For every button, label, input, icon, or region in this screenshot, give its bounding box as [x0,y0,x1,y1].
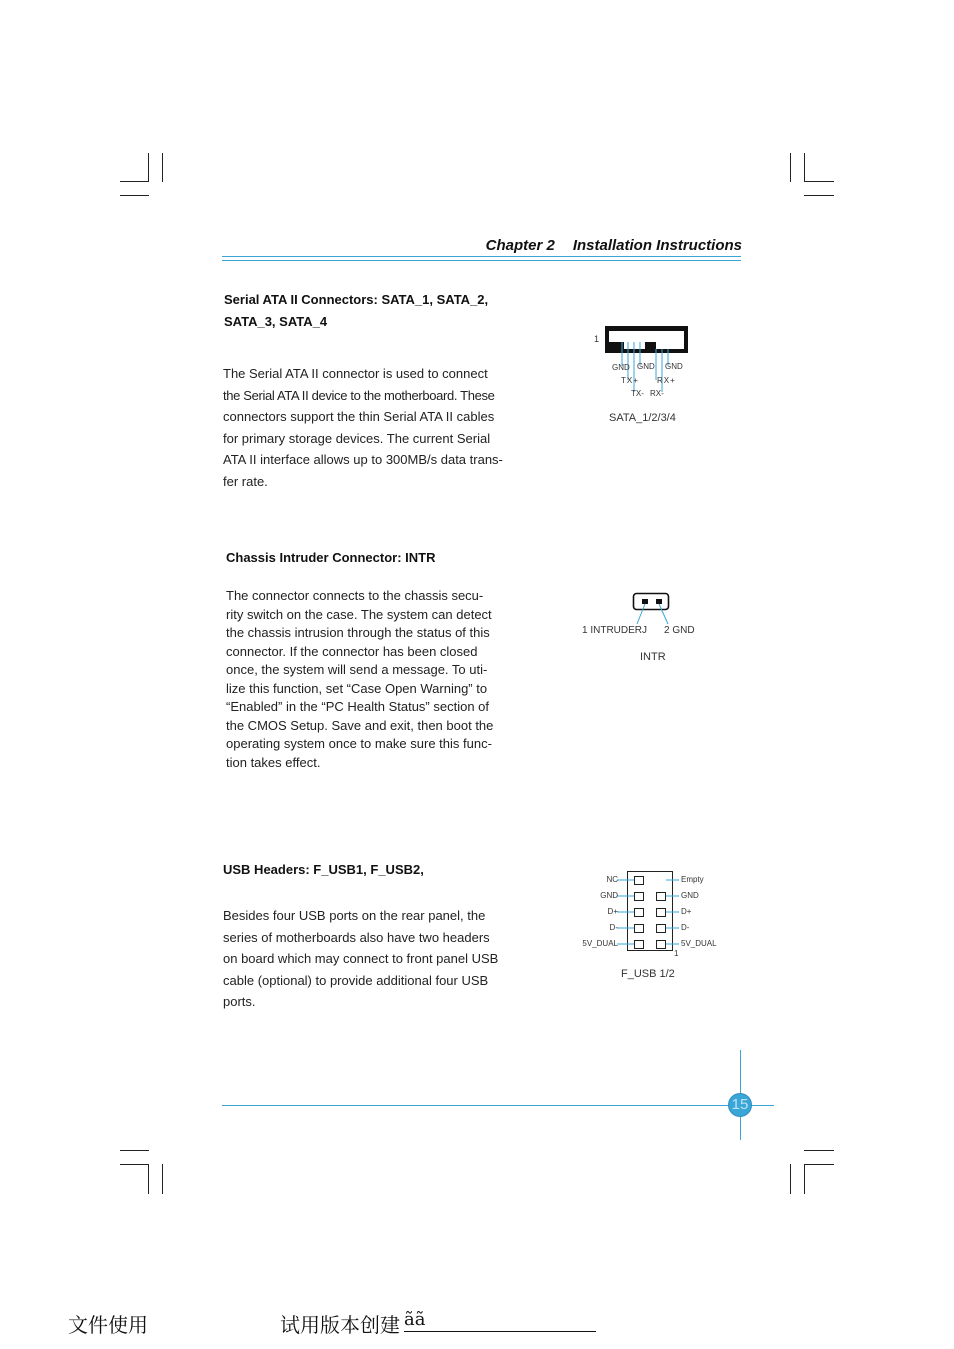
sata-line-2: the Serial ATA II device to the motherboard. These [223,387,495,403]
intr-pin2-label: 2 GND [664,625,695,636]
sata-pin1-marker: 1 [594,334,600,344]
footer-right-text: 试用版本创建 [280,1313,400,1337]
usb-right-label-4: D- [681,923,690,932]
chapter-title: Installation Instructions [572,237,742,254]
sata-line-6: fer rate. [223,473,268,489]
sata-caption: SATA_1/2/3/4 [609,412,676,424]
sata-description [223,363,530,493]
intr-heading: Chassis Intruder Connector: INTR [226,550,436,565]
sata-line-5: ATA II interface allows up to 300MB/s data trans- [223,452,503,468]
intr-line-6: lize this function, set “Case Open Warning” to [226,680,488,696]
usb-line-3: on board which may connect to front panel USB [223,951,499,967]
intr-line-8: the CMOS Setup. Save and exit, then boot the [226,717,494,733]
sata-heading [224,289,544,333]
usb-caption: F_USB 1/2 [621,968,675,980]
intr-line-10: tion takes effect. [226,754,321,770]
sata-tx-minus-label: TX- [631,389,644,398]
usb-right-label-1: Empty [681,875,704,884]
sata-heading-line1: Serial ATA II Connectors: SATA_1, SATA_2, [224,292,489,307]
sata-line-3: connectors support the thin Serial ATA II cables [223,409,495,425]
sata-gnd-label-b: GND [637,362,655,371]
usb-left-label-4: D- [609,923,618,932]
intr-description [226,587,531,772]
usb-header-graphic [615,868,685,954]
chapter-label: Chapter 2 [485,237,555,254]
sata-heading-line2: SATA_3, SATA_4 [224,314,328,329]
usb-heading: USB Headers: F_USB1, F_USB2, [223,862,424,877]
sata-tx-plus-label: TX+ [621,376,639,385]
sata-gnd-label-a: GND [612,363,630,372]
sata-rx-plus-label: RX+ [657,376,676,385]
sata-gnd-label-c: GND [665,362,683,371]
intr-caption: INTR [640,651,666,663]
intr-line-3: the chassis intrusion through the status of this [226,625,490,640]
usb-description [223,905,534,1013]
page-number: 15 [731,1096,749,1113]
intr-line-5: once, the system will send a message. To uti- [226,662,488,677]
usb-pin1-marker: 1 [674,949,679,958]
intr-line-7: “Enabled” in the “PC Health Status” section of [226,699,490,714]
footer-link[interactable]: ãã [404,1309,426,1330]
sata-line-1: The Serial ATA II connector is used to connect [223,366,488,381]
usb-right-label-2: GND [681,891,699,900]
usb-line-4: cable (optional) to provide additional four USB [223,972,489,988]
usb-right-label-3: D+ [681,907,692,916]
usb-right-label-5: 5V_DUAL [681,939,717,948]
header-rule-top [222,256,741,257]
chapter-header [486,237,742,254]
intr-connector-graphic [600,588,690,628]
sata-line-4: for primary storage devices. The current Serial [223,430,491,446]
intr-pin1-label: 1 INTRUDERJ [582,625,648,636]
usb-line-1: Besides four USB ports on the rear panel, the [223,908,486,923]
footer-link-underline [404,1331,596,1332]
intr-line-1: The connector connects to the chassis secu- [226,588,484,603]
usb-line-2: series of motherboards also have two headers [223,929,490,945]
usb-line-5: ports. [223,994,256,1010]
usb-left-label-3: D+ [607,907,618,916]
intr-line-9: operating system once to make sure this func- [226,736,492,751]
sata-rx-minus-label: RX- [650,389,664,398]
header-rule-bottom [222,260,741,261]
footer-left-text: 文件使用 [68,1313,148,1337]
footer-rule [222,1105,774,1106]
usb-left-label-5: 5V_DUAL [582,939,618,948]
usb-left-label-1: NC [606,875,618,884]
intr-line-4: connector. If the connector has been closed [226,643,478,659]
intr-line-2: rity switch on the case. The system can detect [226,606,492,622]
usb-left-label-2: GND [600,891,618,900]
